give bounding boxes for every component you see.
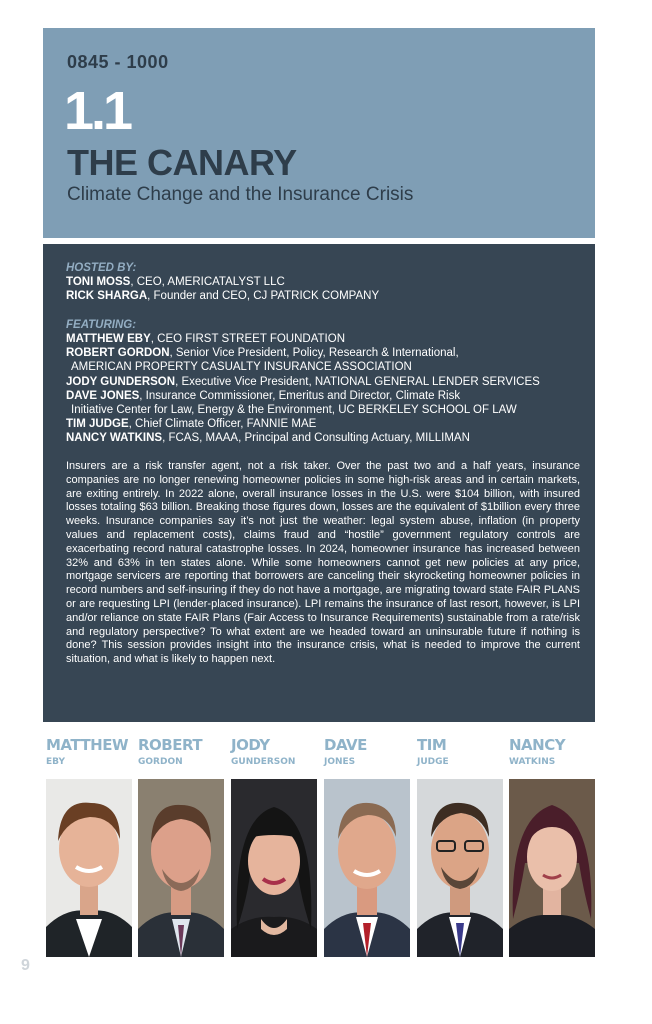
speaker-last-name: WATKINS [509,757,556,767]
speaker-last-name: GUNDERSON [231,757,296,767]
speaker-first-name: DAVE [324,736,367,754]
session-description: Insurers are a risk transfer agent, not a risk taker. Over the past two and a half years, insurance companies are no longer renewing homeowner policies in some high-risk areas and in certain markets, are exiting entirely. In 2022 alone, overall insurance losses in the U.S. were $104 billion, with insured losses totaling $63 billion. Breaking those figures down, losses are the equivalent of $1billion every three weeks. Insurance companies say it’s not just the weather: legal system abuse, inflation (in property values and replacement costs), claims fraud and “hostile” government regulatory controls are exacerbating record natural catastrophe losses. In 2024, homeowner insurance has increased between 32% and 63% in ten states alone. While some homeowners cannot get new policies at any price, mortgage servicers are reporting that borrowers are canceling their skyrocketing homeowner policies in record numbers and self-insuring if they do not have a mortgage, are migrating toward state FAIR PLANS or are requesting LPI (lender-placed insurance). LPI remains the insurance of last resort, however, is LPI and/or reliance on state FAIR Plans (Fair Access to Insurance Requirements) sustainable from a rate/risk and regulatory perspective? To what extent are we headed toward an uninsurable future if nothing is done? This session provides insight into the insurance crisis, what is needed to improve the current situation, and what is likely to happen next. [66,460,580,666]
host-entry [66,275,586,289]
speaker-card [231,735,317,771]
featured-entry [66,389,586,403]
hosted-by-label: HOSTED BY: [66,262,137,274]
speaker-photo [46,779,132,957]
session-number: 1.1 [64,81,131,141]
featured-entry [66,417,586,431]
speaker-photo [138,779,224,957]
featured-entry [66,332,586,346]
featured-entry [66,431,586,445]
host-role: , CEO, AMERICATALYST LLC [130,276,285,288]
speaker-first-name: MATTHEW [46,736,129,754]
speaker-photo [417,779,503,957]
speaker-photo [324,779,410,957]
featured-role: , FCAS, MAAA, Principal and Consulting Actuary, MILLIMAN [162,432,470,445]
speaker-gallery [46,735,596,960]
page-number: 9 [21,957,30,974]
host-entry [66,289,586,303]
speaker-card [46,735,132,771]
featured-role: , Executive Vice President, NATIONAL GENERAL LENDER SERVICES [175,375,540,388]
speaker-photo [509,779,595,957]
featured-entry [66,375,586,389]
speaker-first-name: ROBERT [138,736,203,754]
speaker-card [138,735,224,771]
session-subtitle: Climate Change and the Insurance Crisis [67,184,414,205]
hosts-list [66,275,586,303]
session-title: THE CANARY [67,142,297,183]
speaker-card [324,735,410,771]
featured-entry [66,346,586,360]
speaker-card [417,735,503,771]
speaker-last-name: EBY [46,757,66,767]
speaker-card [509,735,595,771]
speaker-first-name: TIM [417,736,447,754]
host-role: , Founder and CEO, CJ PATRICK COMPANY [147,290,380,303]
featured-name: TIM JUDGE [66,418,129,431]
featured-name: JODY GUNDERSON [66,375,176,388]
featured-name: MATTHEW EBY [66,333,151,345]
speaker-last-name: JUDGE [417,757,449,767]
session-time: 0845 - 1000 [67,52,169,72]
featured-role: , Chief Climate Officer, FANNIE MAE [128,418,317,431]
featured-role-cont: AMERICAN PROPERTY CASUALTY INSURANCE ASSOCIATION [71,361,412,374]
speaker-first-name: JODY [231,736,270,754]
speaker-last-name: JONES [324,757,356,767]
speaker-photo [231,779,317,957]
session-details-panel [43,244,595,722]
host-name: TONI MOSS [66,276,131,288]
speaker-first-name: NANCY [509,736,566,754]
featured-role-cont: Initiative Center for Law, Energy & the Environment, UC BERKELEY SCHOOL OF LAW [71,404,517,417]
host-name: RICK SHARGA [66,290,148,303]
featured-name: DAVE JONES [66,389,140,402]
speaker-last-name: GORDON [138,757,183,767]
featured-list [66,332,586,446]
featured-role: , CEO FIRST STREET FOUNDATION [150,333,346,345]
featured-role: , Insurance Commissioner, Emeritus and Director, Climate Risk [139,389,461,402]
featured-role: , Senior Vice President, Policy, Research & International, [169,347,459,360]
featured-name: NANCY WATKINS [66,432,163,445]
featured-name: ROBERT GORDON [66,347,170,360]
session-header [43,28,595,238]
featuring-label: FEATURING: [66,319,137,331]
